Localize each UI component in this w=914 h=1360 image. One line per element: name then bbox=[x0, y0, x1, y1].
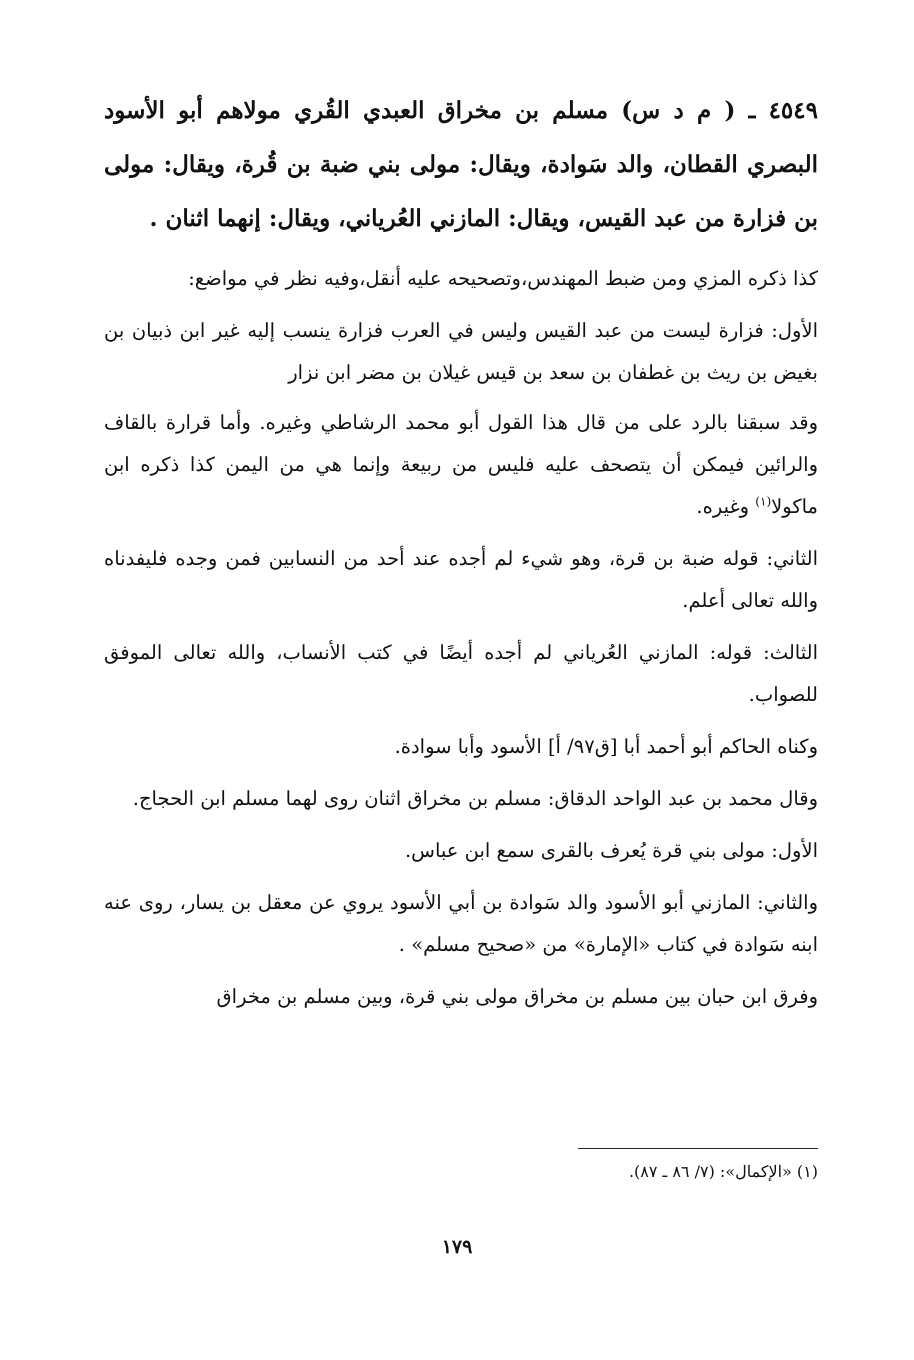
rashati-paragraph bbox=[104, 402, 818, 528]
second-point-paragraph: الثاني: قوله ضبة بن قرة، وهو شيء لم أجده عند أحد من النسابين فمن وجده فليفدناه والله تعالى أعلم. bbox=[104, 547, 818, 612]
main-text bbox=[104, 84, 818, 1028]
first-person-paragraph: الأول: مولى بني قرة يُعرف بالقرى سمع ابن عباس. bbox=[404, 839, 818, 862]
hakim-paragraph: وكناه الحاكم أبو أحمد أبا [ق٩٧/ أ] الأسود وأبا سوادة. bbox=[394, 735, 818, 758]
page-number: ١٧٩ bbox=[441, 1236, 473, 1258]
entry-heading: ٤٥٤٩ ـ ( م د س) مسلم بن مخراق العبدي القُري مولاهم أبو الأسود البصري القطان، والد سَوادة، ويقال: مولى بني ضبة بن قُرة، ويقال: مولى بن فزارة من عبد القيس، ويقال: المازني العُرياني، ويقال: إنهما اثنان . bbox=[104, 97, 818, 232]
intro-paragraph: كذا ذكره المزي ومن ضبط المهندس،وتصحيحه عليه أنقل،وفيه نظر في مواضع: bbox=[188, 267, 818, 290]
rashati-text: وقد سبقنا بالرد على من قال هذا القول أبو محمد الرشاطي وغيره. وأما قرارة بالقاف والرائين فيمكن أن يتصحف عليه فليس من ربيعة وإنما هي من اليمن كذا ذكره ابن ماكولا bbox=[104, 411, 818, 518]
third-point-paragraph: الثالث: قوله: المازني العُرياني لم أجده أيضًا في كتب الأنساب، والله تعالى الموفق للصواب. bbox=[104, 641, 818, 706]
rashati-tail: وغيره. bbox=[696, 495, 756, 518]
footnote-separator bbox=[578, 1148, 818, 1149]
daqqaq-paragraph: وقال محمد بن عبد الواحد الدقاق: مسلم بن مخراق اثنان روى لهما مسلم ابن الحجاج. bbox=[132, 787, 818, 810]
footnote-reference: (١) bbox=[755, 494, 772, 509]
second-person-paragraph: والثاني: المازني أبو الأسود والد سَوادة بن أبي الأسود يروي عن معقل بن يسار، روى عنه ابنه سَوادة في كتاب «الإمارة» من «صحيح مسلم» . bbox=[104, 891, 818, 956]
first-point-paragraph: الأول: فزارة ليست من عبد القيس وليس في العرب فزارة ينسب إليه غير ابن ذبيان بن بغيض بن ريث بن غطفان بن سعد بن قيس غيلان بن مضر ابن نزار bbox=[104, 319, 818, 384]
ibn-hibban-paragraph: وفرق ابن حبان بين مسلم بن مخراق مولى بني قرة، وبين مسلم بن مخراق bbox=[216, 985, 818, 1008]
footnote: (١) «الإكمال»: (٧/ ٨٦ ـ ٨٧). bbox=[628, 1162, 818, 1181]
